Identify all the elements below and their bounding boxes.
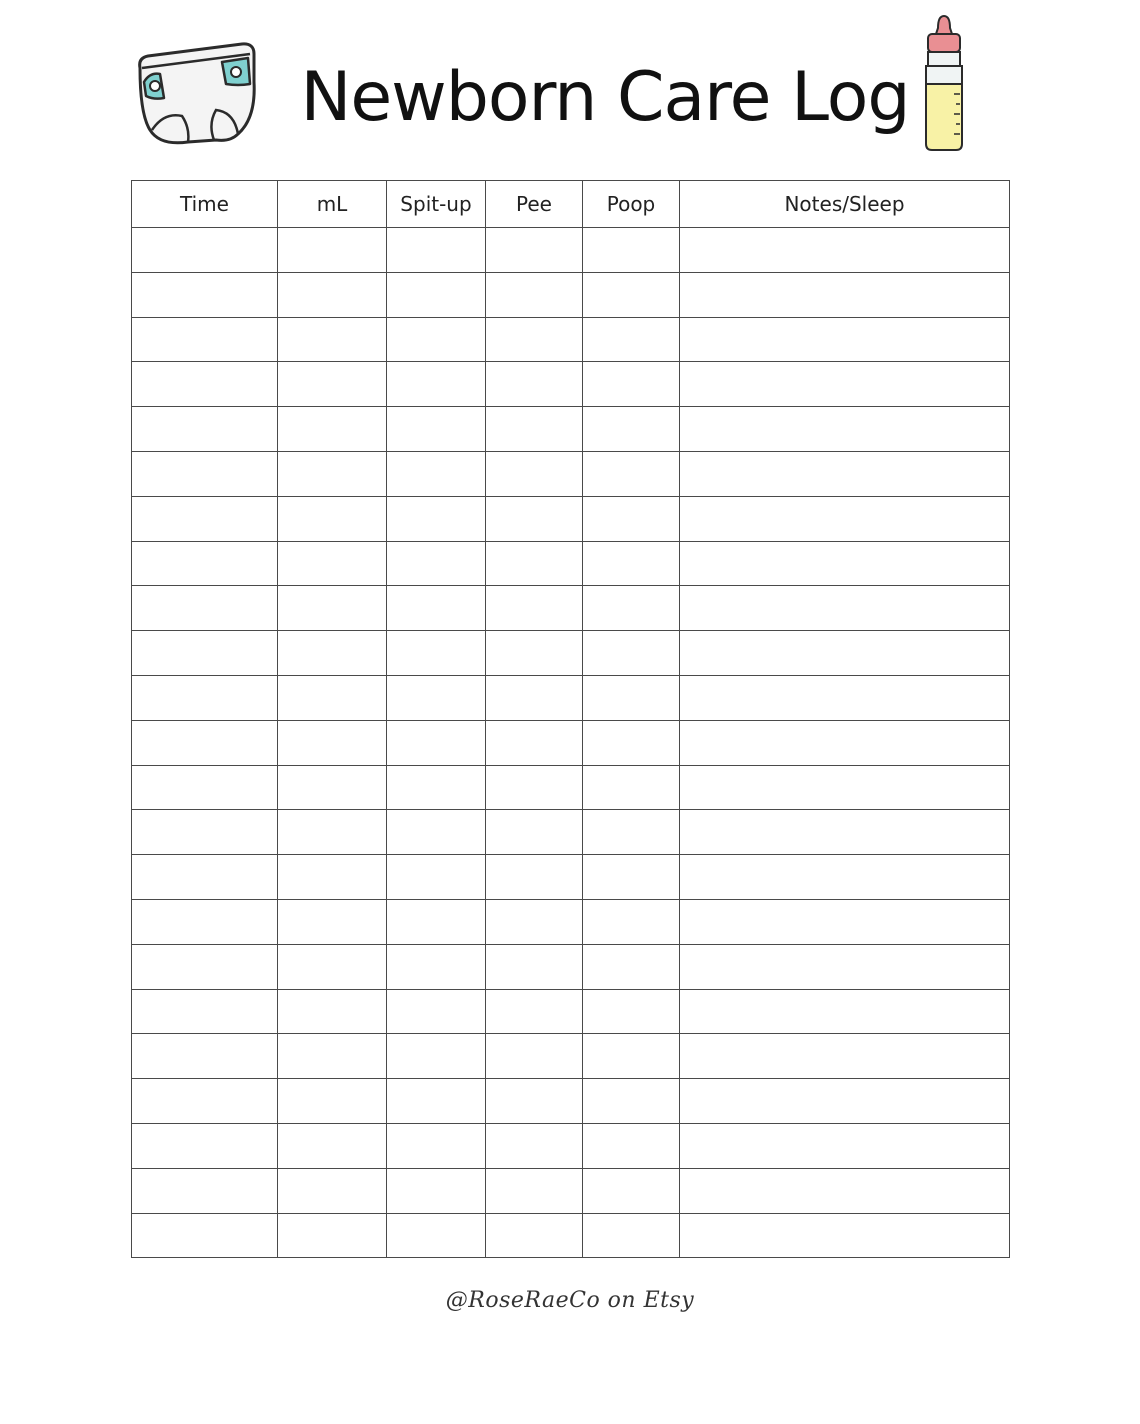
log-cell-spit-up[interactable] (387, 765, 486, 810)
log-cell-poop[interactable] (583, 586, 680, 631)
log-cell-time[interactable] (132, 496, 278, 541)
log-cell-pee[interactable] (486, 317, 583, 362)
log-cell-pee[interactable] (486, 496, 583, 541)
table-row (132, 631, 1010, 676)
log-cell-ml[interactable] (278, 631, 387, 676)
log-cell-pee[interactable] (486, 272, 583, 317)
log-cell-ml[interactable] (278, 1079, 387, 1124)
column-header-ml: mL (278, 181, 387, 228)
table-row (132, 1034, 1010, 1079)
log-cell-notes-sleep[interactable] (680, 317, 1010, 362)
log-cell-pee[interactable] (486, 541, 583, 586)
log-cell-pee[interactable] (486, 631, 583, 676)
log-cell-notes-sleep[interactable] (680, 631, 1010, 676)
log-cell-poop[interactable] (583, 810, 680, 855)
log-cell-ml[interactable] (278, 720, 387, 765)
log-cell-time[interactable] (132, 541, 278, 586)
log-cell-poop[interactable] (583, 317, 680, 362)
log-cell-spit-up[interactable] (387, 407, 486, 452)
column-header-pee: Pee (486, 181, 583, 228)
log-cell-notes-sleep[interactable] (680, 496, 1010, 541)
table-row (132, 272, 1010, 317)
log-cell-poop[interactable] (583, 362, 680, 407)
log-cell-pee[interactable] (486, 1034, 583, 1079)
log-cell-poop[interactable] (583, 451, 680, 496)
log-cell-notes-sleep[interactable] (680, 586, 1010, 631)
log-cell-notes-sleep[interactable] (680, 720, 1010, 765)
log-cell-pee[interactable] (486, 720, 583, 765)
log-cell-poop[interactable] (583, 1213, 680, 1258)
table-row (132, 228, 1010, 273)
table-row (132, 317, 1010, 362)
table-row (132, 541, 1010, 586)
log-cell-spit-up[interactable] (387, 451, 486, 496)
log-cell-pee[interactable] (486, 989, 583, 1034)
log-cell-pee[interactable] (486, 675, 583, 720)
log-cell-notes-sleep[interactable] (680, 899, 1010, 944)
diaper-icon (130, 38, 262, 150)
log-cell-poop[interactable] (583, 720, 680, 765)
table-row (132, 1168, 1010, 1213)
log-cell-notes-sleep[interactable] (680, 1123, 1010, 1168)
log-cell-poop[interactable] (583, 944, 680, 989)
log-cell-time[interactable] (132, 317, 278, 362)
log-cell-time[interactable] (132, 989, 278, 1034)
log-cell-pee[interactable] (486, 1168, 583, 1213)
log-cell-time[interactable] (132, 1168, 278, 1213)
log-cell-ml[interactable] (278, 228, 387, 273)
table-row (132, 899, 1010, 944)
log-cell-ml[interactable] (278, 496, 387, 541)
log-cell-poop[interactable] (583, 1079, 680, 1124)
log-cell-time[interactable] (132, 810, 278, 855)
log-cell-spit-up[interactable] (387, 989, 486, 1034)
log-cell-ml[interactable] (278, 362, 387, 407)
log-cell-time[interactable] (132, 272, 278, 317)
log-cell-time[interactable] (132, 586, 278, 631)
log-cell-pee[interactable] (486, 451, 583, 496)
log-cell-ml[interactable] (278, 586, 387, 631)
log-cell-notes-sleep[interactable] (680, 407, 1010, 452)
log-cell-time[interactable] (132, 765, 278, 810)
log-cell-ml[interactable] (278, 1168, 387, 1213)
log-cell-spit-up[interactable] (387, 496, 486, 541)
column-header-time: Time (132, 181, 278, 228)
log-cell-poop[interactable] (583, 675, 680, 720)
log-cell-ml[interactable] (278, 899, 387, 944)
log-cell-time[interactable] (132, 228, 278, 273)
log-cell-time[interactable] (132, 1213, 278, 1258)
log-cell-spit-up[interactable] (387, 1079, 486, 1124)
log-cell-ml[interactable] (278, 765, 387, 810)
log-cell-spit-up[interactable] (387, 631, 486, 676)
log-cell-spit-up[interactable] (387, 228, 486, 273)
log-cell-ml[interactable] (278, 1123, 387, 1168)
log-cell-pee[interactable] (486, 944, 583, 989)
care-log-table (131, 180, 1010, 1258)
log-cell-spit-up[interactable] (387, 944, 486, 989)
log-cell-pee[interactable] (486, 855, 583, 900)
log-cell-notes-sleep[interactable] (680, 362, 1010, 407)
table-row (132, 1213, 1010, 1258)
log-cell-ml[interactable] (278, 1213, 387, 1258)
log-cell-notes-sleep[interactable] (680, 272, 1010, 317)
log-cell-poop[interactable] (583, 272, 680, 317)
log-cell-ml[interactable] (278, 989, 387, 1034)
log-cell-ml[interactable] (278, 855, 387, 900)
log-cell-ml[interactable] (278, 407, 387, 452)
log-cell-pee[interactable] (486, 586, 583, 631)
log-cell-notes-sleep[interactable] (680, 1034, 1010, 1079)
log-cell-poop[interactable] (583, 228, 680, 273)
log-cell-ml[interactable] (278, 1034, 387, 1079)
log-cell-spit-up[interactable] (387, 720, 486, 765)
log-cell-pee[interactable] (486, 228, 583, 273)
log-cell-pee[interactable] (486, 1213, 583, 1258)
log-cell-ml[interactable] (278, 541, 387, 586)
log-cell-notes-sleep[interactable] (680, 765, 1010, 810)
log-cell-poop[interactable] (583, 855, 680, 900)
log-cell-spit-up[interactable] (387, 899, 486, 944)
table-row (132, 496, 1010, 541)
table-row (132, 1123, 1010, 1168)
log-cell-time[interactable] (132, 899, 278, 944)
log-cell-spit-up[interactable] (387, 272, 486, 317)
table-body (132, 228, 1010, 1258)
log-cell-time[interactable] (132, 407, 278, 452)
log-cell-notes-sleep[interactable] (680, 1079, 1010, 1124)
table-row (132, 1079, 1010, 1124)
column-header-spit-up: Spit-up (387, 181, 486, 228)
log-cell-pee[interactable] (486, 899, 583, 944)
log-cell-notes-sleep[interactable] (680, 1213, 1010, 1258)
log-cell-time[interactable] (132, 675, 278, 720)
log-cell-notes-sleep[interactable] (680, 944, 1010, 989)
log-cell-poop[interactable] (583, 1034, 680, 1079)
log-cell-pee[interactable] (486, 1079, 583, 1124)
log-cell-poop[interactable] (583, 1123, 680, 1168)
log-cell-ml[interactable] (278, 272, 387, 317)
log-cell-pee[interactable] (486, 407, 583, 452)
log-cell-spit-up[interactable] (387, 541, 486, 586)
table-row (132, 810, 1010, 855)
log-cell-pee[interactable] (486, 810, 583, 855)
log-cell-notes-sleep[interactable] (680, 675, 1010, 720)
log-cell-spit-up[interactable] (387, 1123, 486, 1168)
log-cell-poop[interactable] (583, 989, 680, 1034)
table-row (132, 586, 1010, 631)
log-cell-time[interactable] (132, 944, 278, 989)
log-cell-spit-up[interactable] (387, 362, 486, 407)
log-cell-ml[interactable] (278, 944, 387, 989)
log-cell-poop[interactable] (583, 765, 680, 810)
log-cell-poop[interactable] (583, 541, 680, 586)
log-cell-time[interactable] (132, 720, 278, 765)
log-cell-time[interactable] (132, 855, 278, 900)
log-cell-notes-sleep[interactable] (680, 810, 1010, 855)
log-cell-time[interactable] (132, 362, 278, 407)
log-cell-notes-sleep[interactable] (680, 1168, 1010, 1213)
log-cell-time[interactable] (132, 1034, 278, 1079)
footer-credit: @RoseRaeCo on Etsy (445, 1288, 695, 1313)
log-cell-spit-up[interactable] (387, 1213, 486, 1258)
log-cell-pee[interactable] (486, 362, 583, 407)
table-row (132, 362, 1010, 407)
log-cell-poop[interactable] (583, 496, 680, 541)
log-cell-time[interactable] (132, 631, 278, 676)
log-cell-spit-up[interactable] (387, 1168, 486, 1213)
log-cell-pee[interactable] (486, 765, 583, 810)
log-cell-time[interactable] (132, 451, 278, 496)
log-cell-spit-up[interactable] (387, 586, 486, 631)
log-cell-spit-up[interactable] (387, 810, 486, 855)
log-cell-notes-sleep[interactable] (680, 541, 1010, 586)
log-cell-notes-sleep[interactable] (680, 451, 1010, 496)
log-cell-poop[interactable] (583, 899, 680, 944)
log-cell-time[interactable] (132, 1123, 278, 1168)
log-cell-notes-sleep[interactable] (680, 989, 1010, 1034)
log-cell-spit-up[interactable] (387, 855, 486, 900)
log-cell-poop[interactable] (583, 631, 680, 676)
column-header-notes-sleep: Notes/Sleep (680, 181, 1010, 228)
table-row (132, 451, 1010, 496)
log-cell-ml[interactable] (278, 317, 387, 362)
log-cell-poop[interactable] (583, 1168, 680, 1213)
log-cell-time[interactable] (132, 1079, 278, 1124)
log-cell-notes-sleep[interactable] (680, 855, 1010, 900)
log-cell-spit-up[interactable] (387, 1034, 486, 1079)
table-header-row (132, 181, 1010, 228)
log-cell-ml[interactable] (278, 451, 387, 496)
table-row (132, 407, 1010, 452)
baby-bottle-icon (918, 12, 970, 154)
table-row (132, 720, 1010, 765)
log-cell-spit-up[interactable] (387, 675, 486, 720)
log-cell-spit-up[interactable] (387, 317, 486, 362)
log-cell-pee[interactable] (486, 1123, 583, 1168)
table-row (132, 855, 1010, 900)
log-cell-ml[interactable] (278, 810, 387, 855)
table-row (132, 944, 1010, 989)
log-cell-poop[interactable] (583, 407, 680, 452)
table-row (132, 675, 1010, 720)
log-cell-ml[interactable] (278, 675, 387, 720)
column-header-poop: Poop (583, 181, 680, 228)
log-cell-notes-sleep[interactable] (680, 228, 1010, 273)
table-row (132, 765, 1010, 810)
page-title: Newborn Care Log (300, 58, 910, 137)
table-row (132, 989, 1010, 1034)
